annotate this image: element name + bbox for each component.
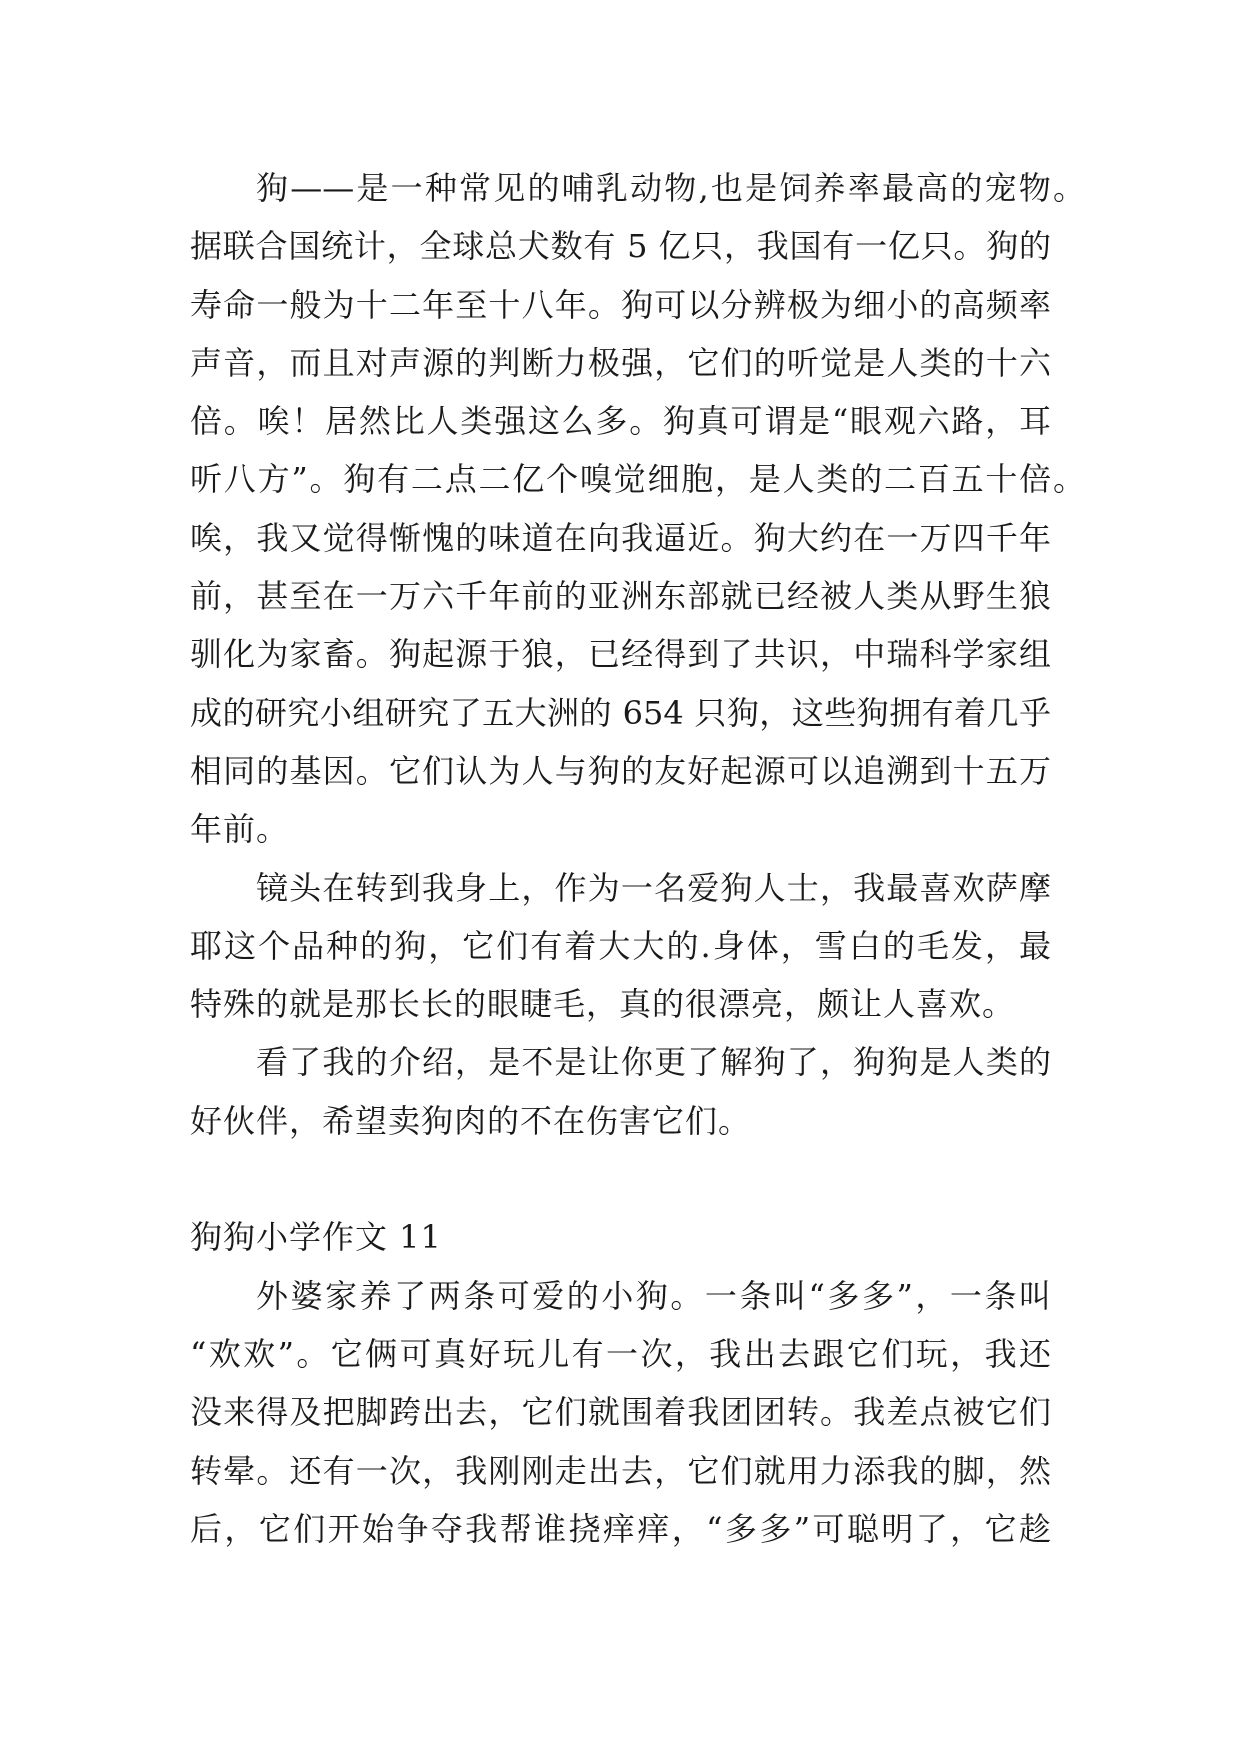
text-line: 相同的基因。它们认为人与狗的友好起源可以追溯到十五万: [190, 751, 1051, 790]
text-line: 外婆家养了两条可爱的小狗。一条叫“多多”，一条叫: [256, 1276, 1051, 1315]
paragraph: [190, 159, 1090, 859]
text-line: 寿命一般为十二年至十八年。狗可以分辨极为细小的高频率: [190, 285, 1051, 324]
text-line: 好伙伴，希望卖狗肉的不在伤害它们。: [190, 1101, 752, 1140]
text-line: 看了我的介绍，是不是让你更了解狗了，狗狗是人类的: [256, 1043, 1051, 1082]
text-line: 狗——是一种常见的哺乳动物,也是饲养率最高的宠物。: [256, 169, 1085, 207]
paragraph: [190, 859, 1090, 1034]
text-line: 唉，我又觉得惭愧的味道在向我逼近。狗大约在一万四千年: [190, 518, 1051, 557]
text-line: 听八方”。狗有二点二亿个嗅觉细胞，是人类的二百五十倍。: [190, 460, 1085, 499]
text-line: 据联合国统计，全球总犬数有 5 亿只，我国有一亿只。狗的: [190, 227, 1051, 266]
text-line: 特殊的就是那长长的眼睫毛，真的很漂亮，颇让人喜欢。: [190, 985, 1016, 1024]
text-line: “欢欢”。它俩可真好玩儿有一次，我出去跟它们玩，我还: [190, 1334, 1051, 1373]
text-line: 倍。唉！居然比人类强这么多。狗真可谓是“眼观六路，耳: [190, 402, 1051, 441]
text-line: 转晕。还有一次，我刚刚走出去，它们就用力添我的脚，然: [190, 1451, 1051, 1490]
text-line: 耶这个品种的狗，它们有着大大的.身体，雪白的毛发，最: [190, 926, 1051, 965]
text-line: 成的研究小组研究了五大洲的 654 只狗，这些狗拥有着几乎: [190, 693, 1051, 732]
section-heading: 狗狗小学作文 11: [190, 1218, 442, 1257]
text-line: 驯化为家畜。狗起源于狼，已经得到了共识，中瑞科学家组: [190, 635, 1051, 674]
text-line: 前，甚至在一万六千年前的亚洲东部就已经被人类从野生狼: [190, 577, 1051, 616]
text-line: 镜头在转到我身上，作为一名爱狗人士，我最喜欢萨摩: [256, 868, 1051, 907]
paragraph: [190, 1267, 1090, 1558]
paragraph: [190, 1033, 1090, 1150]
article-body: [190, 159, 1090, 1558]
blank-line: [190, 1150, 1090, 1208]
text-line: 后，它们开始争夺我帮谁挠痒痒，“多多”可聪明了，它趁: [190, 1509, 1051, 1548]
text-line: 年前。: [190, 810, 290, 849]
text-line: 声音，而且对声源的判断力极强，它们的听觉是人类的十六: [190, 343, 1051, 382]
text-line: 没来得及把脚跨出去，它们就围着我团团转。我差点被它们: [190, 1393, 1051, 1432]
